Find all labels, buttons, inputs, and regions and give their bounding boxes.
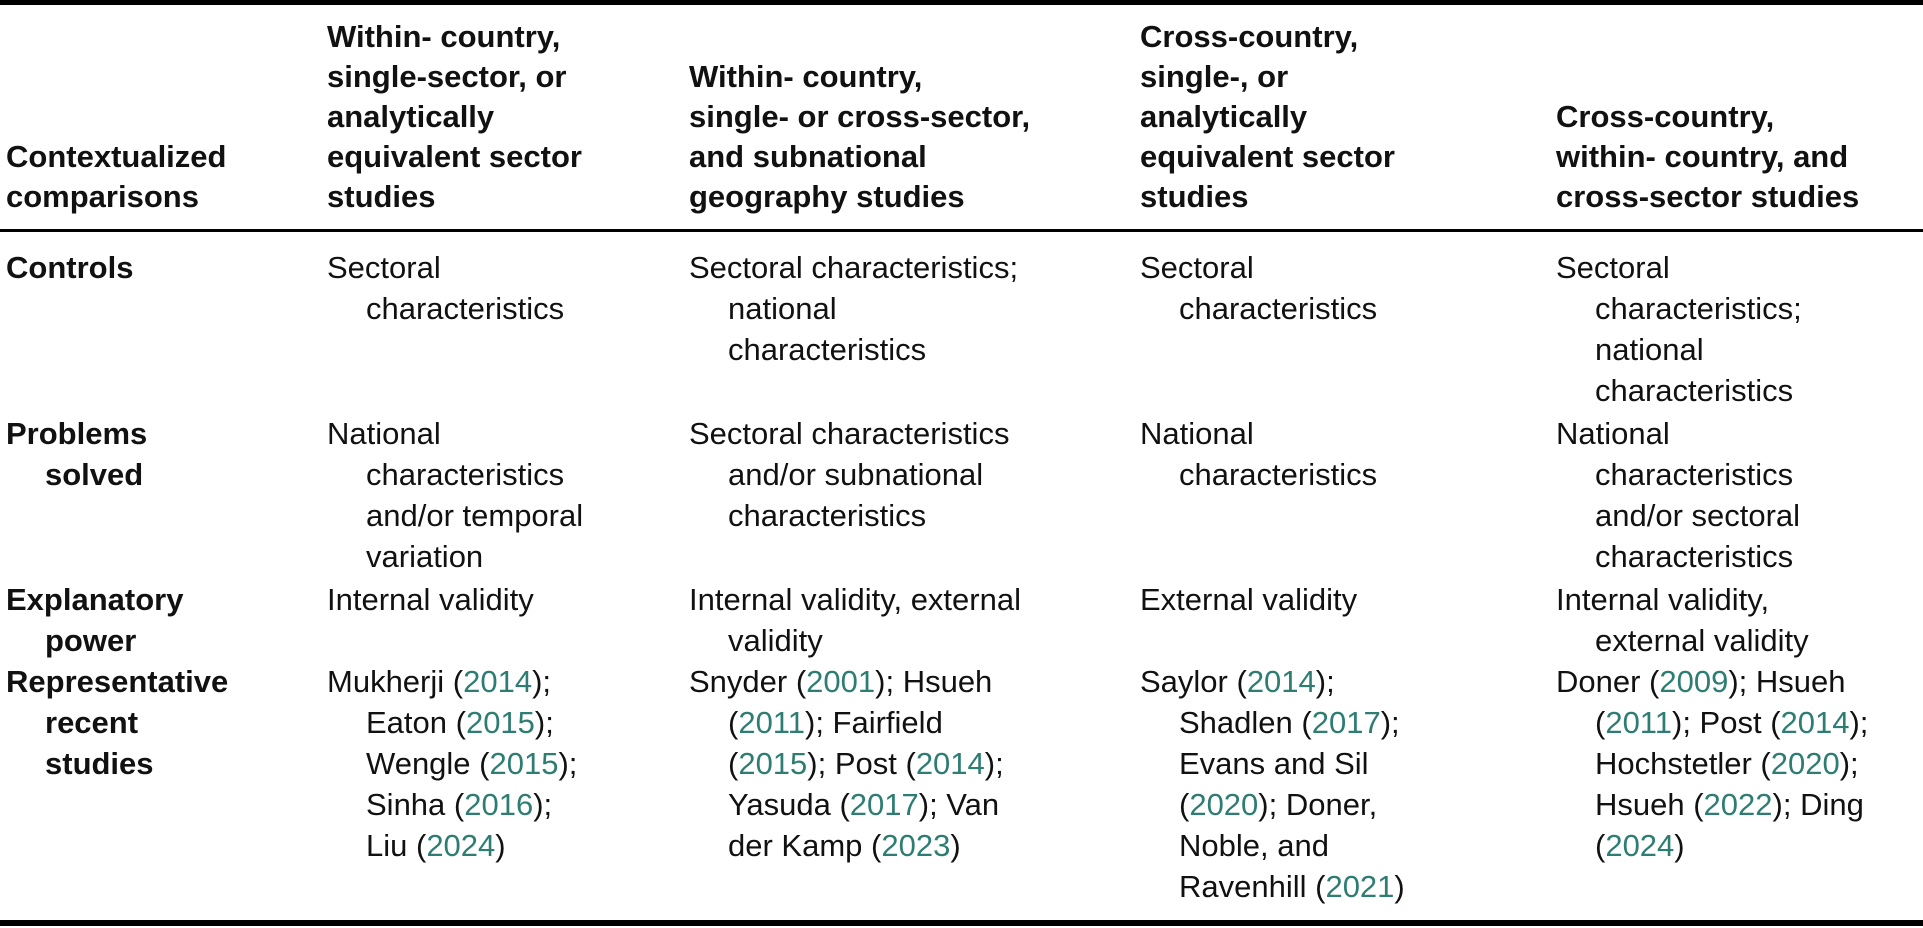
header-line: equivalent sector	[1140, 139, 1395, 174]
cell-controls-col1	[327, 247, 564, 329]
cell-line: characteristics	[1595, 539, 1794, 574]
citation-text: );	[1839, 746, 1859, 781]
cell-line: characteristics	[366, 457, 565, 492]
cell-line: and/or sectoral	[1595, 498, 1801, 533]
header-line: Contextualized	[6, 139, 227, 174]
citation-line	[1556, 661, 1868, 702]
table-header-rule	[0, 229, 1923, 232]
citation-line	[1556, 743, 1868, 784]
citation-year-link[interactable]: 2023	[881, 828, 951, 863]
citation-text: ); Ding	[1772, 787, 1864, 822]
citation-text: Shadlen (	[1179, 705, 1312, 740]
citation-text: Mukherji (	[327, 664, 464, 699]
citation-line	[1140, 825, 1405, 866]
citation-text: ); Hsueh	[1728, 664, 1846, 699]
citation-text: )	[950, 828, 961, 863]
cell-line: characteristics;	[1595, 291, 1802, 326]
citation-text: );	[532, 664, 551, 699]
citation-line	[689, 784, 1004, 825]
citation-text: Liu (	[366, 828, 427, 863]
citation-line	[689, 825, 1004, 866]
cell-line: Sectoral	[1556, 250, 1670, 285]
table-top-rule	[0, 0, 1923, 5]
citation-line	[1556, 825, 1868, 866]
citation-text: (	[1179, 787, 1190, 822]
row-label-controls	[6, 247, 133, 288]
citation-text: );	[1380, 705, 1400, 740]
cell-problems-col1	[327, 413, 583, 577]
header-line: within- country, and	[1556, 139, 1849, 174]
cell-line: Sectoral	[1140, 250, 1254, 285]
citation-year-link[interactable]: 2015	[489, 746, 559, 781]
cell-line: characteristics	[366, 291, 565, 326]
header-line: Within- country,	[689, 59, 923, 94]
citation-line	[327, 661, 577, 702]
citation-text: der Kamp (	[728, 828, 882, 863]
citation-year-link[interactable]: 2014	[915, 746, 985, 781]
cell-line: Internal validity	[327, 582, 534, 617]
row-label-line: Explanatory	[6, 582, 184, 617]
citation-line	[689, 661, 1004, 702]
citation-text: Hochstetler (	[1595, 746, 1771, 781]
citation-year-link[interactable]: 2009	[1659, 664, 1729, 699]
citation-text: Noble, and	[1179, 828, 1329, 863]
citation-line	[1556, 784, 1868, 825]
citation-text: Evans and Sil	[1179, 746, 1369, 781]
cell-line: national	[728, 291, 837, 326]
citation-text: );	[534, 705, 554, 740]
header-line: geography studies	[689, 179, 965, 214]
citation-year-link[interactable]: 2016	[464, 787, 534, 822]
cell-line: characteristics	[1595, 457, 1794, 492]
citation-text: Doner (	[1556, 664, 1660, 699]
citation-line	[1140, 784, 1405, 825]
citation-text: ); Fairfield	[805, 705, 943, 740]
citation-text: )	[1674, 828, 1685, 863]
citation-text: Wengle (	[366, 746, 490, 781]
header-line: and subnational	[689, 139, 927, 174]
cell-line: external validity	[1595, 623, 1809, 658]
citation-text: Snyder (	[689, 664, 807, 699]
citation-year-link[interactable]: 2021	[1325, 869, 1395, 904]
row-label-line: power	[45, 623, 137, 658]
citation-line	[1140, 702, 1405, 743]
citation-year-link[interactable]: 2001	[806, 664, 876, 699]
citation-line	[327, 743, 577, 784]
citation-line	[1556, 702, 1868, 743]
citation-text: ); Van	[918, 787, 1000, 822]
cell-line: Internal validity,	[1556, 582, 1770, 617]
citation-text: );	[533, 787, 553, 822]
cell-power-col2	[689, 579, 1021, 661]
cell-problems-col4	[1556, 413, 1800, 577]
cell-line: characteristics	[728, 498, 927, 533]
cell-line: characteristics	[1179, 291, 1378, 326]
citation-year-link[interactable]: 2014	[463, 664, 533, 699]
citation-year-link[interactable]: 2022	[1703, 787, 1773, 822]
table-bottom-rule	[0, 920, 1923, 926]
header-line: Cross-country,	[1140, 19, 1359, 54]
header-contextualized-comparisons	[6, 137, 226, 217]
cell-line: characteristics	[728, 332, 927, 367]
citation-text: );	[558, 746, 578, 781]
row-label-line: studies	[45, 746, 154, 781]
header-line: equivalent sector	[327, 139, 582, 174]
citation-text: (	[728, 705, 739, 740]
citation-text: )	[495, 828, 506, 863]
cell-studies-col2	[689, 661, 1004, 866]
cell-line: variation	[366, 539, 484, 574]
cell-line: Sectoral	[327, 250, 441, 285]
cell-controls-col3	[1140, 247, 1377, 329]
citation-line	[1140, 743, 1405, 784]
row-label-explanatory-power	[6, 579, 183, 661]
row-label-line: Representative	[6, 664, 229, 699]
cell-controls-col4	[1556, 247, 1802, 411]
header-line: cross-sector studies	[1556, 179, 1860, 214]
citation-year-link[interactable]: 2015	[465, 705, 535, 740]
row-label-representative-studies	[6, 661, 228, 784]
citation-text: )	[1394, 869, 1405, 904]
citation-text: );	[1315, 664, 1335, 699]
citation-text: (	[1595, 828, 1606, 863]
citation-line	[689, 743, 1004, 784]
cell-problems-col3	[1140, 413, 1377, 495]
header-cross-country-single-sector	[1140, 17, 1395, 217]
citation-year-link[interactable]: 2014	[1780, 705, 1850, 740]
cell-line: External validity	[1140, 582, 1358, 617]
header-cross-country-cross-sector	[1556, 97, 1859, 217]
row-label-line: recent	[45, 705, 139, 740]
citation-text: Saylor (	[1140, 664, 1247, 699]
cell-studies-col4	[1556, 661, 1868, 866]
cell-line: characteristics	[1595, 373, 1794, 408]
citation-text: Hsueh (	[1595, 787, 1704, 822]
citation-text: );	[984, 746, 1004, 781]
citation-text: ); Post (	[1672, 705, 1781, 740]
citation-year-link[interactable]: 2015	[738, 746, 808, 781]
header-line: single- or cross-sector,	[689, 99, 1031, 134]
citation-text: ); Doner,	[1258, 787, 1378, 822]
header-line: Cross-country,	[1556, 99, 1775, 134]
cell-line: and/or subnational	[728, 457, 984, 492]
cell-line: characteristics	[1179, 457, 1378, 492]
citation-text: Yasuda (	[728, 787, 850, 822]
citation-text: Eaton (	[366, 705, 466, 740]
header-line: studies	[327, 179, 436, 214]
citation-line	[327, 825, 577, 866]
row-label-line: solved	[45, 457, 144, 492]
citation-line	[327, 784, 577, 825]
citation-text: ); Hsueh	[875, 664, 993, 699]
cell-line: National	[327, 416, 441, 451]
header-line: single-sector, or	[327, 59, 567, 94]
citation-year-link[interactable]: 2017	[1311, 705, 1381, 740]
cell-studies-col3	[1140, 661, 1405, 907]
header-line: studies	[1140, 179, 1249, 214]
cell-line: Sectoral characteristics	[689, 416, 1010, 451]
citation-year-link[interactable]: 2024	[426, 828, 496, 863]
citation-line	[1140, 866, 1405, 907]
row-label-line: Problems	[6, 416, 148, 451]
citation-text: Ravenhill (	[1179, 869, 1326, 904]
header-line: single-, or	[1140, 59, 1289, 94]
header-line: Within- country,	[327, 19, 561, 54]
cell-power-col4	[1556, 579, 1809, 661]
cell-line: validity	[728, 623, 823, 658]
header-line: analytically	[327, 99, 495, 134]
cell-line: Internal validity, external	[689, 582, 1021, 617]
citation-year-link[interactable]: 2011	[738, 705, 805, 740]
citation-text: (	[728, 746, 739, 781]
citation-line	[689, 702, 1004, 743]
citation-year-link[interactable]: 2017	[849, 787, 919, 822]
cell-line: and/or temporal	[366, 498, 584, 533]
citation-year-link[interactable]: 2020	[1189, 787, 1259, 822]
cell-line: Sectoral characteristics;	[689, 250, 1019, 285]
citation-year-link[interactable]: 2011	[1605, 705, 1672, 740]
citation-text: (	[1595, 705, 1606, 740]
row-label-line: Controls	[6, 250, 134, 285]
row-label-problems-solved	[6, 413, 147, 495]
citation-year-link[interactable]: 2024	[1605, 828, 1675, 863]
cell-line: national	[1595, 332, 1704, 367]
citation-line	[1140, 661, 1405, 702]
citation-text: ); Post (	[807, 746, 916, 781]
header-line: comparisons	[6, 179, 199, 214]
header-within-country-single-sector	[327, 17, 582, 217]
cell-line: National	[1140, 416, 1254, 451]
header-within-country-subnational	[689, 57, 1030, 217]
cell-controls-col2	[689, 247, 1018, 370]
cell-studies-col1	[327, 661, 577, 866]
citation-line	[327, 702, 577, 743]
citation-year-link[interactable]: 2014	[1246, 664, 1316, 699]
cell-power-col3	[1140, 579, 1357, 620]
citation-year-link[interactable]: 2020	[1770, 746, 1840, 781]
cell-problems-col2	[689, 413, 1009, 536]
cell-power-col1	[327, 579, 534, 620]
cell-line: National	[1556, 416, 1670, 451]
citation-text: );	[1849, 705, 1869, 740]
citation-text: Sinha (	[366, 787, 465, 822]
header-line: analytically	[1140, 99, 1308, 134]
